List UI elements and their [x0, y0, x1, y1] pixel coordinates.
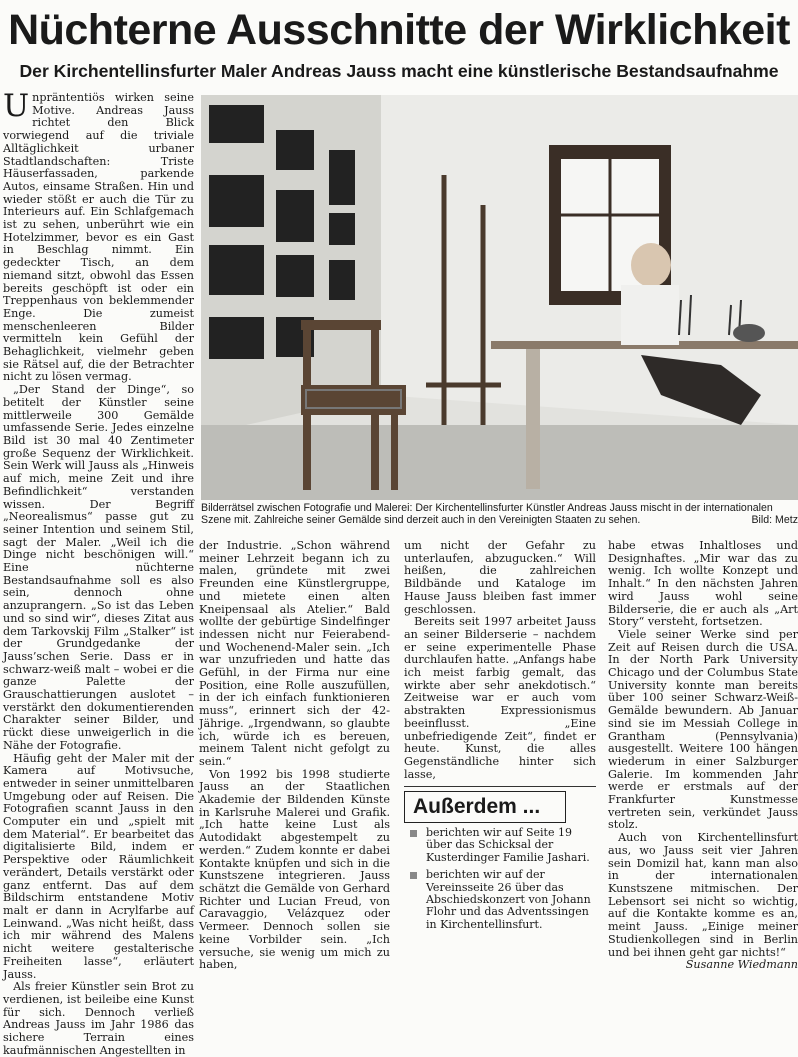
article-column-4 [608, 539, 798, 972]
article-paragraph: „Der Stand der Dinge“, so betitelt der Künstler seine mittlerweile 300 Gemälde umfassende Serie. Jedes einzelne Bild ist 30 mal 40 Zentimeter große Sequenz der Wirklichkeit. Sein Werk will Jauss als „Hinweis auf mich, meine Zeit und ihre Befindlichkeit“ verstanden wissen. Der Begriff „Neorealismus“ passe gut zu seiner Intention und seinem Stil, sagt der Maler. „Weil ich die Dinge nicht beschönigen will.“ Eine nüchterne Bestandsaufnahme soll es also sein, dennoch ohne anzuprangern. „So ist das Leben und so sind wir“, dieses Zitat aus dem Tarkovskij Film „Stalker“ ist der Grundgedanke der Jauss’schen Serie. Dass er in schwarz-weiß malt – wobei er die ganze Palette der Grauschattierungen auslotet – verstärkt den dokumentierenden Charakter seiner Bilder, und rückt diese unweigerlich in die Nähe der Fotografie. [3, 383, 194, 752]
article-column-3 [404, 540, 596, 784]
article-paragraph: Von 1992 bis 1998 studierte Jauss an der Staatlichen Akademie der Bildenden Künste in Karlsruhe Malerei und Grafik. „Ich hatte keine Lust als Autodidakt abgestempelt zu werden.“ Zudem konnte er dabei Kontakte knüpfen und sich in die Kunstszene integrieren. Jauss schätzt die Gemälde von Gerhard Richter und Lucian Freud, von Caravaggio, Velázquez oder Vermeer. Dennoch sollen sie keine Vorbilder sein. „Ich versuche, sie wenig um mich zu haben, [199, 767, 390, 972]
article-photo [201, 95, 798, 500]
sidebar-box [404, 786, 596, 931]
article-paragraph: Bereits seit 1997 arbeitet Jauss an seiner Bilderserie – nachdem er seine experimentelle Phase durchlaufen hatte. „Anfangs habe ich meist farbig gemalt, das wirkte aber sehr anekdotisch.“ Zeitweise war er auch vom abstrakten Expressionismus beeinflusst. „Eine unbefriedigende Zeit“, findet er heute. Kunst, die alles Gegenständliche hinter sich lasse, [404, 615, 596, 781]
article-paragraph: Auch von Kirchentellinsfurt aus, wo Jauss seit vier Jahren sein Domizil hat, kann man also in der internationalen Kunstszene mitmischen. Der Lebensort sei nicht so wichtig, auf die Kontakte komme es an, meint Jauss. „Einige meiner Studienkollegen sind in Berlin und bei ihnen geht gar nichts!“ [608, 831, 798, 959]
headline: Nüchterne Ausschnitte der Wirklichkeit [8, 6, 790, 54]
sidebar-item: berichten wir auf Seite 19 über das Schicksal der Kusterdinger Familie Jashari. [404, 827, 596, 864]
subheadline: Der Kirchentellinsfurter Maler Andreas Jauss macht eine künstlerische Bestandsaufnahme [19, 61, 779, 81]
studio-photo-illustration [201, 95, 798, 500]
article-paragraph: Als freier Künstler sein Brot zu verdienen, ist beileibe eine Kunst für sich. Dennoch verließ Andreas Jauss im Jahr 1986 das sichere Terrain eines kaufmännischen Angestellten in [3, 980, 194, 1057]
photo-credit: Bild: Metz [751, 514, 798, 526]
dropcap: U [3, 88, 30, 124]
article-paragraph: Unpräntentiös wirken seine Motive. Andreas Jauss richtet den Blick vorwiegend auf die triviale Alltäglichkeit urbaner Stadtlandschaften: Triste Häuserfassaden, parkende Autos, einsame Straßen. Hin und wieder stößt er auch die Tür zu Interieurs auf. Ein Schlafgemach ist zu sehen, unberührt wie ein Hotelzimmer, bevor es ein Gast in Beschlag nimmt. Ein gedeckter Tisch, an dem niemand sitzt, obwohl das Essen bereits geschöpft ist oder ein Treppenhaus von beklemmender Enge. Die zumeist menschenleeren Bilder vermitteln kein Gefühl der Behaglichkeit, vielmehr geben sie Rätsel auf, die der Betrachter nicht zu lösen vermag. [3, 88, 194, 384]
sidebar-item: berichten wir auf der Vereinsseite 26 über das Abschiedskonzert von Johann Flohr und das Adventssingen in Kirchentellinsfurt. [404, 869, 596, 931]
photo-caption [201, 502, 798, 534]
article-paragraph: habe etwas Inhaltloses und Designhaftes. „Mir war das zu wenig. Ich wollte Konzept und Inhalt.“ In den nächsten Jahren wird Jauss wohl seine Bilderserie, die er auch als „Art Story“ versteht, fortsetzen. [608, 539, 798, 629]
article-column-2 [199, 539, 390, 972]
article-paragraph: der Industrie. „Schon während meiner Lehrzeit begann ich zu malen, gründete mit zwei Freunden eine Künstlergruppe, und mietete einen alten Kneipensaal als Atelier.“ Bald wollte der gebürtige Sindelfinger indessen nicht nur Feierabend- und Wochenend-Maler sein. „Ich war unzufrieden und hatte das Gefühl, in der Firma nur eine Position, eine Rolle auszufüllen, in der ich einfach funktionieren muss“, erinnert sich der 42-Jährige. „Irgendwann, so glaubte ich, würde ich es bereuen, meinem Talent nicht gefolgt zu sein.“ [199, 539, 390, 768]
article-paragraph: Häufig geht der Maler mit der Kamera auf Motivsuche, entweder in seiner unmittelbaren Umgebung oder auf Reisen. Die Fotografien scannt Jauss in den Computer ein und „spielt mit dem Material“. Er bearbeitet das digitalisierte Bild, indem er Perspektive oder Räumlichkeit verändert, Details verstärkt oder ganz entfernt. Das auf dem Bildschirm entstandene Motiv malt er dann in Acrylfarbe auf Leinwand. „Was nicht heißt, dass ich mir während des Malens nicht weitere gestalterische Freiheiten lasse“, erläutert Jauss. [3, 751, 195, 981]
square-bullet-icon [410, 830, 417, 837]
article-column-1 [3, 88, 195, 1057]
author-byline: Susanne Wiedmann [685, 958, 798, 972]
caption-text: Bilderrätsel zwischen Fotografie und Malerei: Der Kirchentellinsfurter Künstler Andreas Jauss mischt in der internationalen Szene mit. Zahlreiche seiner Gemälde sind derzeit auch in den Vereinigten Staaten zu sehen. [201, 502, 773, 526]
sidebar-title: Außerdem ... [404, 791, 566, 823]
article-paragraph: Viele seiner Werke sind per Zeit auf Reisen durch die USA. In der North Park University Chicago und der Columbus State University konnte man bereits über 100 seiner Schwarz-Weiß-Gemälde bewundern. Ab Januar sind sie im Messiah College in Grantham (Pennsylvania) ausgestellt. Weitere 100 hängen wiederum in einer Salzburger Galerie. Im kommenden Jahr werde er erstmals auf der Frankfurter Kunstmesse vertreten sein, verkündet Jauss stolz. [608, 627, 798, 832]
square-bullet-icon [410, 872, 417, 879]
article-paragraph: um nicht der Gefahr zu unterlaufen, abzugucken.“ Will heißen, die zahlreichen Bildbände und Kataloge im Hause Jauss bleiben fast immer geschlossen. [404, 539, 596, 616]
